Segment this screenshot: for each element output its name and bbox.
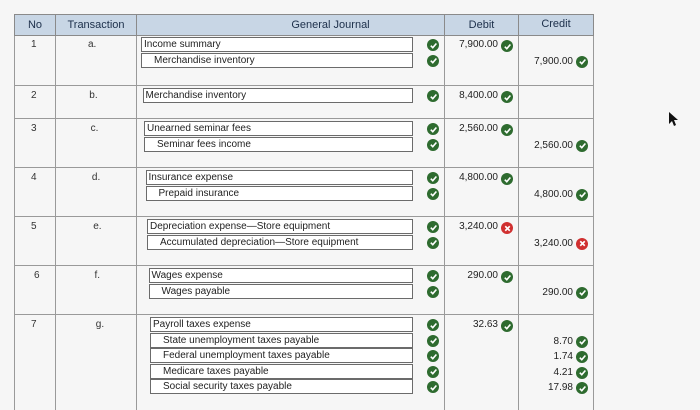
debit-incorrect-icon: [501, 222, 513, 234]
account-check-icon: [427, 221, 439, 233]
transaction-letter: a.: [88, 39, 97, 50]
credit-check-icon: [576, 287, 588, 299]
debit-account-name: Insurance expense: [148, 172, 234, 183]
transaction-letter: d.: [91, 172, 101, 183]
debit-check-icon: [501, 124, 513, 136]
header-journal: [136, 14, 445, 36]
transaction-letter: g.: [95, 319, 105, 330]
account-check-icon: [427, 319, 439, 331]
header-journal-label: General Journal: [291, 19, 370, 31]
credit-check-icon: [576, 56, 588, 68]
row-divider: [14, 167, 594, 168]
account-check-icon: [427, 172, 439, 184]
credit-check-icon: [576, 367, 588, 379]
row-divider: [14, 216, 594, 217]
debit-account-name: Income summary: [144, 39, 221, 50]
account-check-icon: [427, 286, 439, 298]
credit-incorrect-icon: [576, 238, 588, 250]
header-debit: [444, 14, 519, 36]
credit-amount[interactable]: 4,800.00: [534, 188, 573, 200]
header-no-label: No: [27, 19, 43, 31]
debit-amount[interactable]: 3,240.00: [459, 221, 498, 232]
credit-amount[interactable]: 3,240.00: [534, 237, 573, 249]
credit-check-icon: [576, 189, 588, 201]
credit-amount[interactable]: 1.74: [553, 351, 573, 362]
credit-account-name: Federal unemployment taxes payable: [163, 350, 330, 361]
debit-account-name: Payroll taxes expense: [153, 319, 251, 330]
account-check-icon: [427, 55, 439, 67]
credit-amount[interactable]: 4.21: [553, 366, 573, 378]
debit-account-name: Wages expense: [151, 270, 223, 281]
debit-account-name: Depreciation expense—Store equipment: [150, 221, 331, 232]
debit-amount[interactable]: 7,900.00: [459, 39, 498, 50]
header-transaction: [55, 14, 137, 36]
account-check-icon: [427, 188, 439, 200]
debit-check-icon: [501, 173, 513, 185]
header-credit-label: Credit: [541, 18, 571, 30]
header-transaction-label: Transaction: [67, 19, 125, 31]
row-divider: [14, 265, 594, 266]
account-check-icon: [427, 381, 439, 393]
credit-check-icon: [576, 336, 588, 348]
transaction-letter: e.: [93, 221, 102, 232]
credit-account-name: Wages payable: [161, 285, 231, 297]
debit-amount[interactable]: 8,400.00: [459, 90, 498, 101]
credit-check-icon: [576, 382, 588, 394]
debit-check-icon: [501, 40, 513, 52]
entry-number: 6: [34, 270, 40, 281]
account-check-icon: [427, 350, 439, 362]
row-divider: [14, 314, 594, 315]
entry-number: 3: [31, 123, 37, 134]
row-divider: [14, 85, 594, 86]
credit-account-name: Accumulated depreciation—Store equipment: [160, 236, 359, 248]
credit-check-icon: [576, 140, 588, 152]
credit-amount[interactable]: 7,900.00: [534, 55, 573, 67]
credit-account-name: Prepaid insurance: [158, 187, 240, 199]
transaction-letter: c.: [90, 123, 99, 134]
debit-account-name: Merchandise inventory: [145, 90, 247, 101]
debit-check-icon: [501, 271, 513, 283]
header-no: [14, 14, 56, 36]
credit-account-name: Medicare taxes payable: [163, 365, 269, 377]
account-check-icon: [427, 366, 439, 378]
credit-account-name: Seminar fees income: [157, 138, 251, 150]
account-check-icon: [427, 237, 439, 249]
credit-amount[interactable]: 290.00: [542, 286, 573, 298]
header-credit: [518, 14, 594, 36]
account-check-icon: [427, 139, 439, 151]
credit-amount[interactable]: 17.98: [547, 382, 573, 393]
credit-amount[interactable]: 2,560.00: [534, 139, 573, 151]
header-debit-label: Debit: [468, 19, 495, 31]
entry-number: 1: [31, 39, 37, 50]
debit-amount[interactable]: 2,560.00: [459, 123, 498, 134]
debit-amount[interactable]: 290.00: [467, 270, 498, 281]
entry-number: 2: [31, 90, 37, 101]
credit-account-name: State unemployment taxes payable: [163, 334, 320, 346]
row-divider: [14, 118, 594, 119]
credit-account-name: Social security taxes payable: [163, 381, 292, 392]
transaction-letter: b.: [89, 90, 98, 101]
transaction-letter: f.: [94, 270, 101, 281]
account-check-icon: [427, 39, 439, 51]
credit-account-name: Merchandise inventory: [154, 54, 255, 66]
debit-amount[interactable]: 4,800.00: [459, 172, 498, 183]
debit-account-name: Unearned seminar fees: [147, 123, 251, 134]
credit-amount[interactable]: 8.70: [553, 335, 573, 347]
account-check-icon: [427, 335, 439, 347]
credit-check-icon: [576, 351, 588, 363]
entry-number: 5: [31, 221, 37, 232]
debit-check-icon: [501, 91, 513, 103]
debit-check-icon: [501, 320, 513, 332]
account-check-icon: [427, 123, 439, 135]
account-check-icon: [427, 90, 439, 102]
entry-number: 7: [31, 319, 37, 330]
mouse-cursor-icon: [668, 111, 680, 127]
debit-amount[interactable]: 32.63: [472, 319, 498, 330]
account-check-icon: [427, 270, 439, 282]
entry-number: 4: [31, 172, 37, 183]
